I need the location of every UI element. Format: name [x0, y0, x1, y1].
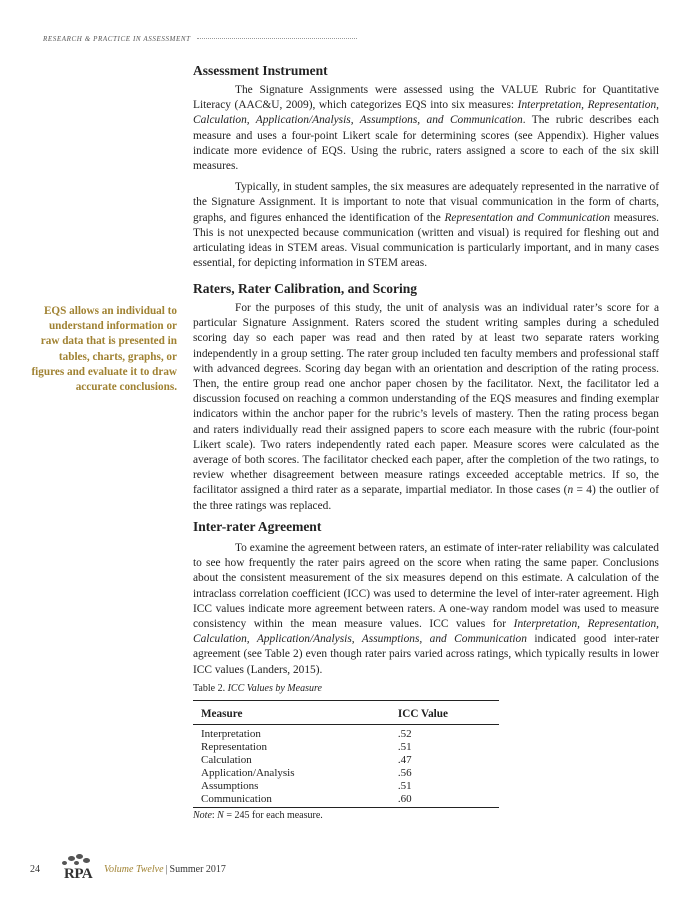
logo-leaf-icon — [62, 861, 67, 865]
running-header — [43, 35, 357, 43]
text-run: . The rubric describes each measure and uses a four-point Likert scale for determining scores (see Appendix). Higher values indicate more evidence of EQS. Using the rubric, raters assigned a score to each of the six skill measures. — [193, 114, 659, 173]
logo-text: RPA — [64, 866, 93, 882]
assessment-paragraph-2 — [193, 180, 659, 271]
logo-leaf-icon — [68, 856, 75, 861]
table-note-label: Note — [193, 810, 212, 821]
italic-text-run: Interpretation, Representation, Calculation, Application/Analysis, Assumptions, and Communication — [193, 99, 659, 127]
header-dotted-rule — [197, 38, 357, 40]
table-row — [193, 725, 499, 742]
table-row — [193, 780, 499, 793]
footer-separator: | — [165, 863, 168, 875]
table-header-row — [193, 701, 499, 725]
measure-cell: Interpretation — [201, 728, 261, 740]
agreement-section — [193, 518, 659, 678]
logo-leaf-icon — [76, 854, 83, 859]
running-title: RESEARCH & PRACTICE IN ASSESSMENT — [43, 35, 191, 43]
page-number: 24 — [30, 863, 40, 875]
icc-value-cell: .56 — [397, 767, 412, 779]
icc-value-cell: .51 — [397, 780, 412, 792]
column-header-measure: Measure — [193, 701, 398, 725]
table-row — [193, 741, 499, 754]
raters-paragraph-1 — [193, 301, 659, 514]
column-header-icc-value: ICC Value — [398, 701, 499, 725]
raters-section — [193, 280, 659, 514]
table-row — [193, 793, 499, 808]
assessment-heading: Assessment Instrument — [193, 63, 328, 78]
table-caption-prefix: Table 2. — [193, 683, 228, 694]
table-note — [193, 810, 323, 821]
table-note-colon: : — [211, 810, 218, 821]
table-note-rest: = 245 for each measure. — [223, 810, 323, 821]
text-run: For the purposes of this study, the unit of analysis was an individual rater’s score for a particular Signature Assignment. Raters scored the student writing samples during a scheduled scoring day so each paper was read and then rated by at least two separate raters working independently in a group setting. The rater group included ten faculty members and professional staff with advanced degrees. Scoring day began with an orientation and description of the rating process. Then, the entire group read one anchor paper chosen by the facilitator. Next, the facilitator led a discussion focused on reaching a common understanding of the EQS measures and finding exemplar indicators within the anchor paper for the rubric’s levels of mastery. Then the rating process began and raters individually read their assigned papers to score each measure with the rubric (four-point Likert scale). Two raters independently rated each paper. Measure scores were calculated as the average of both scores. The facilitator checked each paper, after the completion of the two ratings, to review whether disagreement between measure ratings exceeded acceptable metrics. If so, the facilitator assigned a third rater as a separate, impartial mediator. In those cases ( — [193, 302, 659, 497]
icc-value-cell: .47 — [397, 754, 412, 766]
rpa-logo — [54, 854, 102, 884]
measure-cell: Calculation — [201, 754, 252, 766]
table-caption — [193, 683, 322, 694]
icc-value-cell: .60 — [398, 793, 499, 808]
icc-value-cell: .52 — [397, 728, 412, 740]
text-run: To examine the agreement between raters, an estimate of inter-rater reliability was calculated to see how frequently the rater pairs agreed on the score when rating the same paper. Conclusions about the consistent measurement of the six measures depend on this estimate. A calculation of the intraclass correlation coefficient (ICC) was used to determine the level of inter-rater agreement. High ICC values indicate more agreement between raters. A one-way random model was used to measure consistency within the mean measure values. ICC values for — [193, 542, 659, 631]
text-run: Typically, in student samples, the six measures are adequately represented in the narrative of the Signature Assignment. It is important to note that visual communication in the form of charts, graphs, and figures enhanced the identification of the — [193, 181, 659, 224]
italic-text-run: n — [567, 484, 574, 497]
italic-text-run: Interpretation, Representation, Calculation, Application/Analysis, Assumptions, and Communication — [193, 618, 659, 646]
assessment-paragraph-1 — [193, 83, 659, 174]
agreement-paragraph-1 — [193, 541, 659, 678]
logo-leaf-icon — [83, 858, 90, 863]
measure-cell: Representation — [201, 741, 267, 753]
measure-cell: Application/Analysis — [201, 767, 295, 779]
table-caption-title: ICC Values by Measure — [227, 683, 322, 694]
agreement-heading: Inter-rater Agreement — [193, 519, 322, 534]
measure-cell: Communication — [193, 793, 398, 808]
table-row — [193, 754, 499, 767]
table-note-n: N — [217, 810, 224, 821]
icc-table — [193, 700, 499, 808]
raters-heading: Raters, Rater Calibration, and Scoring — [193, 281, 417, 296]
text-run: The Signature Assignments were assessed using the VALUE Rubric for Quantitative Literacy (AAC&U, 2009), which categorizes EQS into six measures: — [193, 84, 659, 112]
season-label: Summer 2017 — [169, 863, 226, 875]
text-run: = 4) the outlier of the three ratings was replaced. — [193, 484, 659, 512]
logo-leaf-icon — [74, 861, 79, 865]
measure-cell: Assumptions — [201, 780, 259, 792]
pull-quote: EQS allows an individual to understand information or raw data that is presented in tables, charts, graphs, or figures and evaluate it to draw accurate conclusions. — [31, 305, 177, 394]
icc-value-cell: .51 — [397, 741, 412, 753]
text-run: indicated good inter-rater agreement (see Table 2) even though rater pairs varied across ratings, which typically results in lower ICC values (Landers, 2015). — [193, 633, 659, 676]
page-footer — [30, 854, 226, 884]
table-body — [193, 725, 499, 808]
volume-label: Volume Twelve — [104, 863, 164, 875]
text-run: measures. This is not unexpected because communication (written and visual) is required for fleshing out and articulating ideas in STEM areas. Visual communication is particularly important, and in many cases essential, for depicting information in STEM areas. — [193, 211, 659, 270]
italic-text-run: Representation and Communication — [444, 211, 611, 224]
table-row — [193, 767, 499, 780]
assessment-section — [193, 62, 659, 271]
